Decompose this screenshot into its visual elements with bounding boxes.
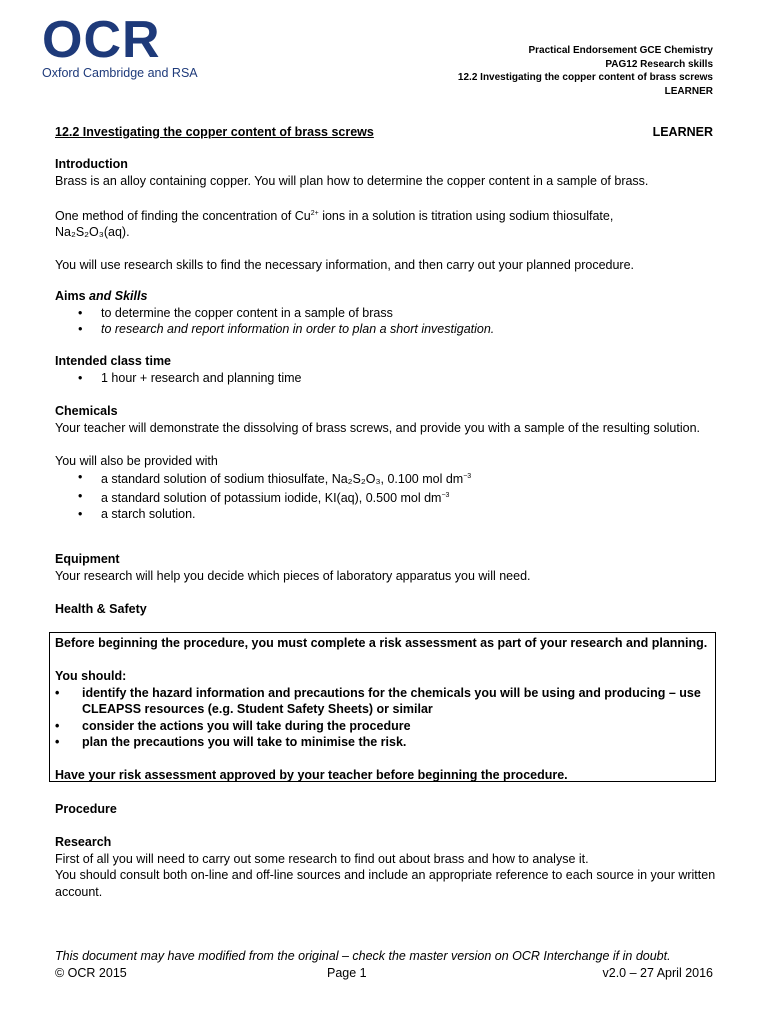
introduction-paragraph-3: You will use research skills to find the necessary information, and then carry out your planned procedure. bbox=[55, 258, 635, 273]
intro-p2-text-a: One method of finding the concentration of Cu bbox=[55, 208, 311, 223]
chemicals-list bbox=[55, 469, 716, 523]
class-time-list bbox=[55, 370, 716, 387]
aims-list bbox=[55, 305, 716, 338]
research-section bbox=[55, 834, 716, 900]
chemicals-paragraph-2: You will also be provided with bbox=[55, 453, 218, 468]
introduction-paragraph-2 bbox=[55, 206, 716, 241]
chem-item-2-sup: −3 bbox=[441, 491, 450, 499]
document-title: 12.2 Investigating the copper content of brass screws bbox=[55, 125, 374, 139]
chemicals-paragraph-1: Your teacher will demonstrate the dissolving of brass screws, and provide you with a sample of the resulting solution. bbox=[55, 420, 701, 435]
list-item bbox=[55, 469, 716, 488]
aims-heading bbox=[55, 288, 716, 305]
health-safety-heading: Health & Safety bbox=[55, 602, 147, 616]
risk-box-list bbox=[55, 685, 710, 751]
introduction-paragraph-1: Brass is an alloy containing copper. You will plan how to determine the copper content in a sample of brass. bbox=[55, 173, 649, 188]
research-paragraph-1: First of all you will need to carry out some research to find out about brass and how to analyse it. bbox=[55, 851, 589, 866]
document-title-row bbox=[55, 124, 713, 141]
risk-box-should: You should: bbox=[55, 669, 127, 683]
equipment-heading: Equipment bbox=[55, 552, 120, 566]
logo-text: OCR bbox=[42, 11, 161, 69]
research-heading: Research bbox=[55, 835, 112, 849]
cu-charge: 2+ bbox=[310, 209, 319, 217]
list-item: • to determine the copper content in a sample of brass bbox=[55, 305, 716, 322]
chem-item-1-sup: −3 bbox=[463, 473, 472, 480]
procedure-heading: Procedure bbox=[55, 802, 117, 816]
risk-box-paragraph-2: Have your risk assessment approved by your teacher before beginning the procedure. bbox=[55, 768, 568, 782]
page-footer bbox=[55, 965, 713, 982]
footer-page-number: Page 1 bbox=[327, 966, 367, 980]
aims-heading-a: Aims bbox=[55, 289, 86, 303]
footer-version: v2.0 – 27 April 2016 bbox=[602, 966, 713, 980]
list-item: • to research and report information in order to plan a short investigation. bbox=[55, 321, 716, 338]
research-paragraph-2: You should consult both on-line and off-line sources and include an appropriate reference to each source in your written account. bbox=[55, 868, 716, 899]
chemicals-heading: Chemicals bbox=[55, 404, 118, 418]
footer-copyright: © OCR 2015 bbox=[55, 966, 127, 980]
equipment-section bbox=[55, 551, 716, 584]
list-item: • consider the actions you will take during the procedure bbox=[55, 718, 710, 735]
risk-assessment-box bbox=[49, 632, 716, 782]
logo-subtitle: Oxford Cambridge and RSA bbox=[42, 66, 198, 80]
aims-heading-b: and Skills bbox=[85, 289, 148, 303]
introduction-heading: Introduction bbox=[55, 157, 128, 171]
introduction-section bbox=[55, 156, 716, 274]
ocr-logo bbox=[42, 11, 198, 80]
health-safety-section bbox=[55, 601, 716, 618]
aims-section bbox=[55, 288, 716, 338]
document-role: LEARNER bbox=[652, 125, 713, 139]
risk-box-paragraph-1: Before beginning the procedure, you must complete a risk assessment as part of your research and planning. bbox=[55, 636, 708, 650]
intro-p2-text-c: Na₂S₂O₃(aq). bbox=[55, 225, 130, 240]
chemicals-section bbox=[55, 403, 716, 523]
header-line-2: PAG12 Research skills bbox=[605, 58, 713, 70]
page-header bbox=[458, 44, 713, 98]
class-time-heading: Intended class time bbox=[55, 354, 172, 368]
list-item: • identify the hazard information and precautions for the chemicals you will be using and producing – use CLEAPSS resources (e.g. Student Safety Sheets) or similar bbox=[55, 685, 710, 718]
list-item bbox=[55, 488, 716, 507]
header-line-4: LEARNER bbox=[664, 85, 713, 97]
footer-note: This document may have modified from the original – check the master version on OCR Interchange if in doubt. bbox=[55, 949, 671, 963]
procedure-section bbox=[55, 801, 716, 818]
class-time-section bbox=[55, 353, 716, 386]
chem-item-2-text: a standard solution of potassium iodide, KI(aq), 0.500 mol dm bbox=[101, 490, 442, 505]
chem-item-1-text: a standard solution of sodium thiosulfate, Na₂S₂O₃, 0.100 mol dm bbox=[101, 472, 464, 487]
list-item: • plan the precautions you will take to minimise the risk. bbox=[55, 734, 710, 751]
intro-p2-text-b: ions in a solution is titration using sodium thiosulfate, bbox=[318, 208, 614, 223]
header-line-3: 12.2 Investigating the copper content of brass screws bbox=[457, 72, 713, 83]
header-line-1: Practical Endorsement GCE Chemistry bbox=[528, 45, 713, 56]
equipment-paragraph: Your research will help you decide which pieces of laboratory apparatus you will need. bbox=[55, 568, 531, 583]
list-item: • 1 hour + research and planning time bbox=[55, 370, 716, 387]
list-item: • a starch solution. bbox=[55, 506, 716, 523]
